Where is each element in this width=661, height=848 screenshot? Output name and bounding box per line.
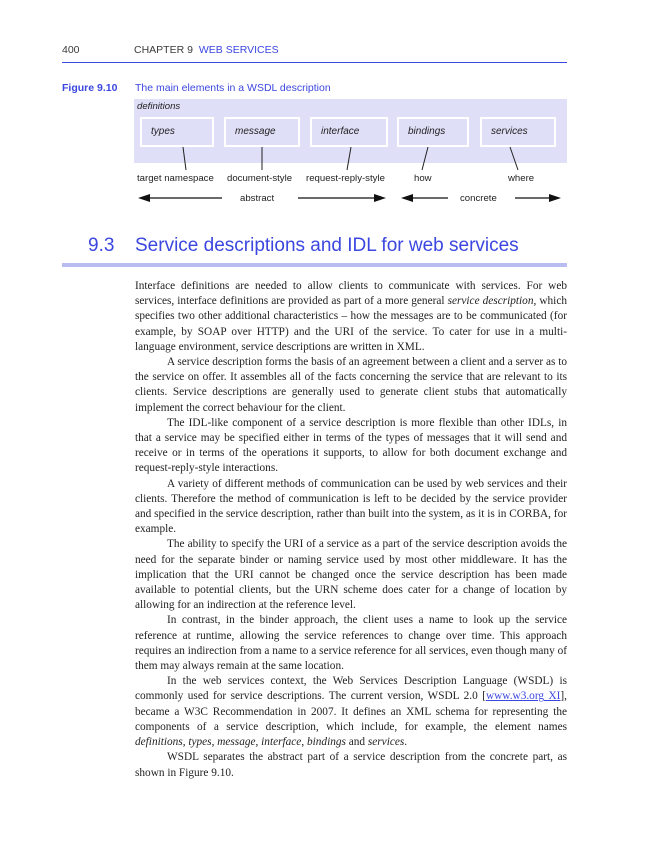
- term-bindings: bindings: [306, 736, 346, 749]
- types-label: types: [151, 126, 175, 137]
- term-services: services: [367, 736, 405, 749]
- chapter-title: WEB SERVICES: [198, 44, 279, 56]
- term-definitions: definitions: [135, 736, 183, 749]
- paragraph-7-end: .: [404, 736, 408, 749]
- abstract-arrowhead-right: [374, 194, 386, 202]
- body-text: [135, 279, 567, 781]
- w3-reference-link[interactable]: www.w3.org XI: [485, 690, 561, 703]
- annotation-how: how: [414, 173, 432, 184]
- concrete-arrowhead-left: [401, 194, 413, 202]
- abstract-arrowhead-left: [138, 194, 150, 202]
- paragraph-3: The IDL-like component of a service description is more flexible than other IDLs, in that a service may be specified either in terms of the types of messages that it will send and receive or in terms of the operations it supports, to allow for both document exchange and request-reply-style interactions.: [135, 416, 567, 475]
- annotation-where: where: [508, 173, 535, 184]
- definitions-label: definitions: [137, 101, 181, 112]
- paragraph-1-text: Interface definitions are needed to allow clients to communicate with services. For web services, interface definitions are provided as part of a more general: [135, 280, 567, 308]
- section-title: Service descriptions and IDL for web services: [135, 235, 519, 256]
- annotation-request-reply-style: request-reply-style: [306, 173, 385, 184]
- chapter-number: CHAPTER 9: [134, 44, 193, 56]
- diagram-connectors: [0, 0, 661, 230]
- section-number: 9.3: [88, 235, 115, 256]
- paragraph-8: WSDL separates the abstract part of a service description from the concrete part, as shown in Figure 9.10.: [135, 751, 567, 779]
- page-number: 400: [62, 44, 80, 56]
- paragraph-2: A service description forms the basis of an agreement between a client and a server as to the service on offer. It assembles all of the facts concerning the service that are relevant to its clients. Service descriptions are generally used to generate client stubs that automatically implement the correct behaviour for the client.: [135, 356, 567, 414]
- term-message: message: [217, 736, 256, 749]
- paragraph-7-and: and: [345, 736, 368, 749]
- paragraph-6: In contrast, in the binder approach, the client uses a name to look up the service reference at runtime, allowing the service references to change over time. This approach requires an indirection from a name to a service reference for all services, even though many of them may always remain at the same location.: [135, 614, 567, 673]
- figure-caption: The main elements in a WSDL description: [135, 82, 331, 94]
- concrete-label: concrete: [460, 193, 497, 204]
- bindings-connector: [422, 147, 428, 170]
- paragraph-1: [135, 279, 567, 355]
- paragraph-7: In the web services context, the Web Services Description Language (WSDL) is commonly used for service descriptions. The current version, WSDL 2.0 [www.w3.org XI], became a W3C Recommendation in 2007. It defines an XML schema for representing the components of a service description, which include, for example, the element names definitions, types, message, interface, bindings and services.: [135, 675, 567, 749]
- abstract-label: abstract: [240, 193, 275, 204]
- annotation-target-namespace: target namespace: [137, 173, 214, 184]
- bindings-label: bindings: [408, 126, 446, 137]
- types-connector: [183, 147, 186, 170]
- term-interface: interface: [261, 736, 302, 749]
- message-label: message: [235, 126, 276, 137]
- section-rule: [62, 263, 567, 267]
- paragraph-1-text-end: , which specifies two other additional characteristics – how the messages are to be communicated (for example, by SOAP over HTTP) and the URI of the service. To cater for use in a multi-language environment, service descriptions are written in XML.: [135, 295, 567, 353]
- paragraph-7-text-mid: ], became a W3C Recommendation in 2007. It defines an XML schema for representing the components of a service description, which include, for example, the element names: [135, 690, 567, 733]
- term-types: types: [188, 736, 212, 749]
- paragraph-5: The ability to specify the URI of a service as a part of the service description avoids the need for the separate binder or naming service used by most other middleware. It has the implication that the URI cannot be changed once the service description has been made available to potential clients, but the URN scheme does cater for a change of location by allowing for an indirection at the reference level.: [135, 538, 567, 612]
- concrete-arrowhead-right: [549, 194, 561, 202]
- services-connector: [510, 147, 518, 170]
- interface-connector: [347, 147, 351, 170]
- figure-label: Figure 9.10: [62, 82, 118, 94]
- paragraph-4: A variety of different methods of communication can be used by web services and their clients. Therefore the method of communication is left to be decided by the service provider and specified in the service description, rather than built into the system, as it is in CORBA, for example.: [135, 477, 567, 536]
- interface-label: interface: [321, 126, 360, 137]
- annotation-document-style: document-style: [227, 173, 293, 184]
- service-description-term: service description: [447, 295, 534, 308]
- paragraph-7-text: In the web services context, the Web Services Description Language (WSDL) is commonly used for service descriptions. The current version, WSDL 2.0 [: [135, 675, 567, 703]
- services-label: services: [491, 126, 528, 137]
